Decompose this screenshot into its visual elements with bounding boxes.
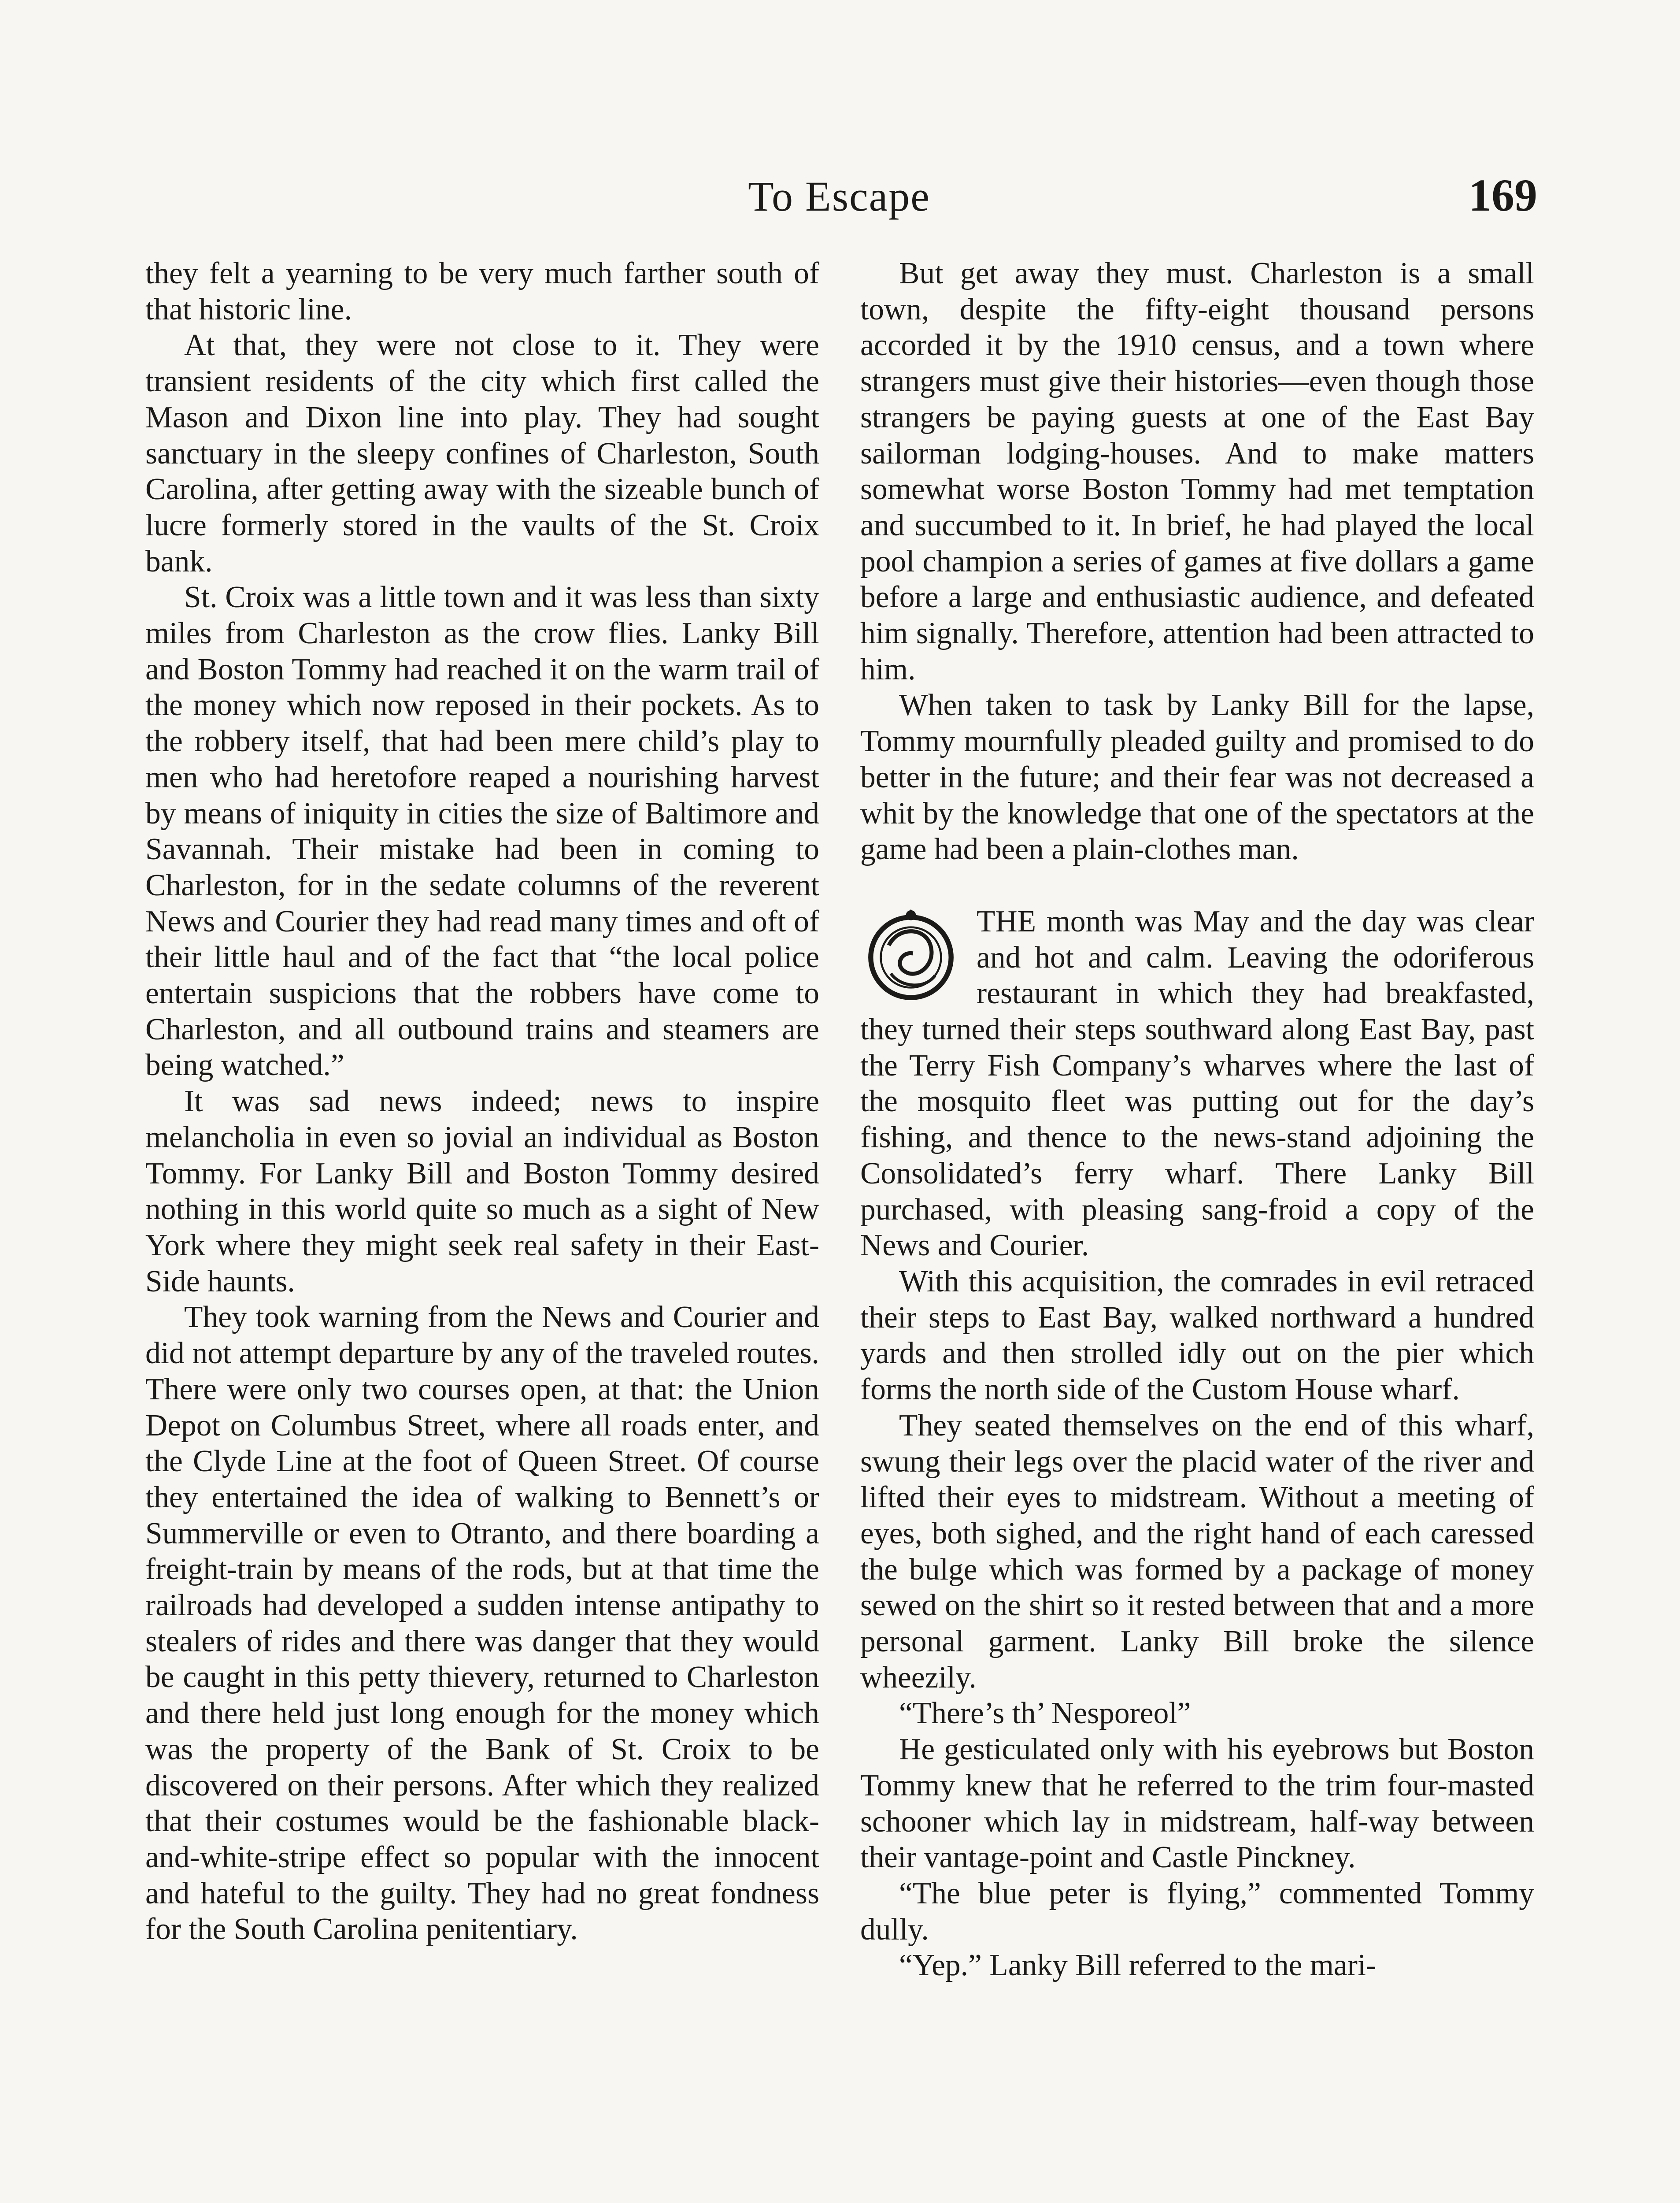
dropcap-paragraph-text: THE month was May and the day was clear and hot and calm. Leaving the odoriferous restaurant in which they had breakfasted, they turned their steps southward along East Bay, past the Terry Fish Company’s wharves where the last of the mosquito fleet was putting out for the day’s fishing, and thence to the news-stand adjoining the Consolidated’s ferry wharf. There Lanky Bill purchased, with pleasing sang-froid a copy of the News and Courier. [860, 904, 1534, 1263]
running-title: To Escape [748, 173, 930, 220]
left-column [145, 256, 819, 1947]
paragraph: They seated themselves on the end of this wharf, swung their legs over the placid water of the river and lifted their eyes to midstream. Without a meeting of eyes, both sighed, and the right hand of each caressed the bulge which was formed by a package of money sewed on the shirt so it rested between that and a more personal garment. Lanky Bill broke the silence wheezily. [860, 1408, 1534, 1695]
paragraph: He gesticulated only with his eyebrows but Boston Tommy knew that he referred to the trim four-masted schooner which lay in midstream, half-way between their vantage-point and Castle Pinckney. [860, 1732, 1534, 1875]
paragraph: St. Croix was a little town and it was less than sixty miles from Charleston as the crow flies. Lanky Bill and Boston Tommy had reached it on the warm trail of the money which now reposed in their pockets. As to the robbery itself, that had been mere child’s play to men who had heretofore reaped a nourishing harvest by means of iniquity in cities the size of Baltimore and Savannah. Their mistake had been in coming to Charleston, for in the sedate columns of the reverent News and Courier they had read many times and oft of their little haul and of the fact that “the local police entertain suspicions that the robbers have come to Charleston, and all outbound trains and steamers are being watched.” [145, 580, 819, 1083]
paragraph: They took warning from the News and Courier and did not attempt departure by any of the traveled routes. There were only two courses open, at that: the Union Depot on Columbus Street, where all roads enter, and the Clyde Line at the foot of Queen Street. Of course they entertained the idea of walking to Bennett’s or Summerville or even to Otranto, and there boarding a freight-train by means of the rods, but at that time the railroads had developed a sudden intense antipathy to stealers of rides and there was danger that they would be caught in this petty thievery, returned to Charleston and there held just long enough for the money which was the property of the Bank of St. Croix to be discovered on their persons. After which they realized that their costumes would be the fashionable black-and-white-stripe effect so popular with the innocent and hateful to the guilty. They had no great fondness for the South Carolina penitentiary. [145, 1300, 819, 1947]
paragraph: “Yep.” Lanky Bill referred to the mari- [899, 1948, 1377, 1983]
page-header [145, 167, 1537, 238]
paragraph: “The blue peter is flying,” commented Tommy dully. [860, 1876, 1534, 1947]
paragraph: they felt a yearning to be very much farther south of that historic line. [145, 256, 819, 326]
paragraph: But get away they must. Charleston is a small town, despite the fifty-eight thousand persons accorded it by the 1910 census, and a town where strangers must give their histories—even though those strangers be paying guests at one of the East Bay sailorman lodging-houses. And to make matters somewhat worse Boston Tommy had met temptation and succumbed to it. In brief, he had played the local pool champion a series of games at five dollars a game before a large and enthusiastic audience, and defeated him signally. Therefore, attention had been attracted to him. [860, 256, 1534, 686]
paragraph: “There’s th’ Nesporeol” [899, 1696, 1191, 1731]
section-break [860, 868, 1534, 904]
dropcap-paragraph [860, 904, 1534, 1264]
paragraph: It was sad news indeed; news to inspire melancholia in even so jovial an individual as Boston Tommy. For Lanky Bill and Boston Tommy desired nothing in this world quite so much as a sight of New York where they might seek real safety in their East-Side haunts. [145, 1084, 819, 1298]
page-number: 169 [1469, 170, 1537, 221]
right-column [860, 256, 1534, 1984]
paragraph: When taken to task by Lanky Bill for the lapse, Tommy mournfully pleaded guilty and promised to do better in the future; and their fear was not decreased a whit by the knowledge that one of the spectators at the game had been a plain-clothes man. [860, 688, 1534, 867]
paragraph: With this acquisition, the comrades in evil retraced their steps to East Bay, walked northward a hundred yards and then strolled idly out on the pier which forms the north side of the Custom House wharf. [860, 1264, 1534, 1407]
paragraph: At that, they were not close to it. They were transient residents of the city which first called the Mason and Dixon line into play. They had sought sanctuary in the sleepy confines of Charleston, South Carolina, after getting away with the sizeable bunch of lucre formerly stored in the vaults of the St. Croix bank. [145, 328, 819, 579]
ornamental-initial-icon [860, 907, 962, 1008]
